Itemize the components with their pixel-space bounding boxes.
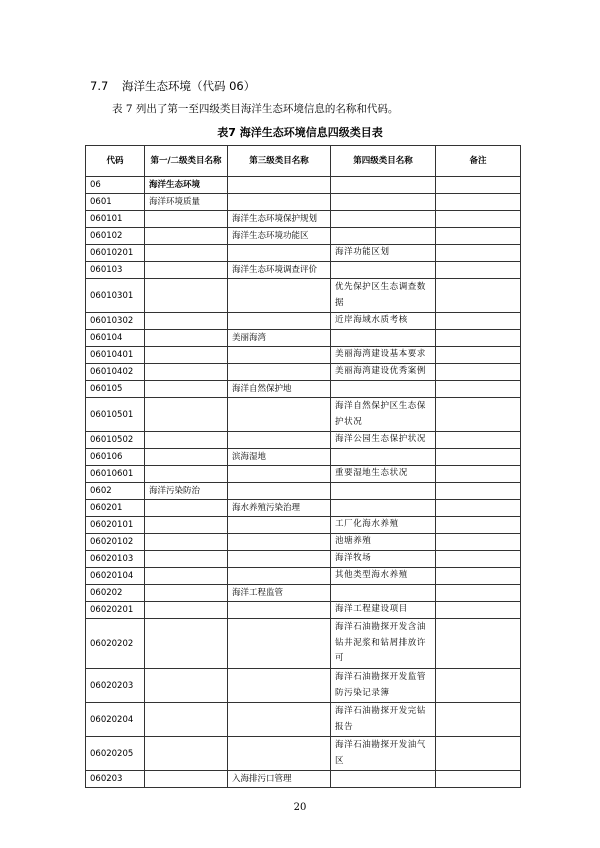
cell-note — [436, 262, 521, 279]
cell-level3 — [228, 347, 331, 364]
table-row — [86, 517, 521, 534]
cell-code: 06020101 — [86, 517, 145, 534]
cell-level4: 优先保护区生态调查数据 — [331, 279, 436, 313]
table-row — [86, 703, 521, 737]
cell-code: 06010601 — [86, 466, 145, 483]
cell-code: 06010401 — [86, 347, 145, 364]
cell-code: 06020203 — [86, 669, 145, 703]
cell-level4: 海洋功能区划 — [331, 245, 436, 262]
cell-note — [436, 398, 521, 432]
table-row — [86, 398, 521, 432]
cell-level3 — [228, 619, 331, 669]
table-row — [86, 483, 521, 500]
cell-level4 — [331, 177, 436, 194]
cell-level3 — [228, 432, 331, 449]
cell-level12 — [145, 568, 228, 585]
cell-level3: 海洋生态环境保护规划 — [228, 211, 331, 228]
cell-level12 — [145, 262, 228, 279]
cell-code: 060105 — [86, 381, 145, 398]
cell-level4 — [331, 771, 436, 788]
table-row — [86, 228, 521, 245]
cell-level12 — [145, 364, 228, 381]
cell-code: 06020204 — [86, 703, 145, 737]
cell-level3 — [228, 245, 331, 262]
table-row — [86, 262, 521, 279]
cell-code: 06020205 — [86, 737, 145, 771]
cell-level4 — [331, 262, 436, 279]
cell-level3: 美丽海湾 — [228, 330, 331, 347]
cell-code: 060103 — [86, 262, 145, 279]
header-note: 备注 — [436, 146, 521, 177]
table-row — [86, 551, 521, 568]
cell-level12 — [145, 602, 228, 619]
table-row — [86, 466, 521, 483]
cell-level12: 海洋生态环境 — [145, 177, 228, 194]
table-row — [86, 585, 521, 602]
cell-level3 — [228, 703, 331, 737]
cell-level3 — [228, 568, 331, 585]
cell-note — [436, 228, 521, 245]
cell-level3: 海水养殖污染治理 — [228, 500, 331, 517]
cell-note — [436, 619, 521, 669]
table-row — [86, 602, 521, 619]
cell-level12: 海洋污染防治 — [145, 483, 228, 500]
cell-level12 — [145, 449, 228, 466]
cell-code: 06020102 — [86, 534, 145, 551]
category-table — [85, 145, 521, 788]
cell-note — [436, 669, 521, 703]
cell-note — [436, 466, 521, 483]
cell-level3: 海洋自然保护地 — [228, 381, 331, 398]
cell-level3 — [228, 483, 331, 500]
cell-level3 — [228, 737, 331, 771]
table-row — [86, 194, 521, 211]
cell-level4 — [331, 381, 436, 398]
cell-level12 — [145, 771, 228, 788]
section-title: 海洋生态环境（代码 06） — [121, 79, 256, 93]
cell-level3 — [228, 669, 331, 703]
cell-level4 — [331, 585, 436, 602]
cell-code: 06010302 — [86, 313, 145, 330]
cell-note — [436, 483, 521, 500]
cell-note — [436, 211, 521, 228]
cell-note — [436, 313, 521, 330]
cell-note — [436, 177, 521, 194]
cell-note — [436, 703, 521, 737]
table-row — [86, 245, 521, 262]
table-row — [86, 279, 521, 313]
cell-level3 — [228, 602, 331, 619]
cell-level4 — [331, 449, 436, 466]
cell-code: 0602 — [86, 483, 145, 500]
cell-note — [436, 500, 521, 517]
cell-level4: 海洋牧场 — [331, 551, 436, 568]
cell-level12 — [145, 669, 228, 703]
cell-code: 0601 — [86, 194, 145, 211]
cell-level4 — [331, 483, 436, 500]
cell-note — [436, 194, 521, 211]
cell-code: 06020104 — [86, 568, 145, 585]
cell-level4: 海洋自然保护区生态保护状况 — [331, 398, 436, 432]
table-row — [86, 449, 521, 466]
cell-note — [436, 381, 521, 398]
cell-note — [436, 517, 521, 534]
cell-code: 060201 — [86, 500, 145, 517]
cell-note — [436, 534, 521, 551]
table-caption: 表7 海洋生态环境信息四级类目表 — [217, 126, 383, 139]
cell-level3: 海洋生态环境调查评价 — [228, 262, 331, 279]
table-row — [86, 177, 521, 194]
cell-level3 — [228, 279, 331, 313]
cell-code: 060104 — [86, 330, 145, 347]
table-row — [86, 313, 521, 330]
cell-code: 06020103 — [86, 551, 145, 568]
cell-note — [436, 347, 521, 364]
cell-level3: 滨海湿地 — [228, 449, 331, 466]
cell-note — [436, 279, 521, 313]
cell-level3 — [228, 194, 331, 211]
cell-level12 — [145, 585, 228, 602]
section-number: 7.7 — [90, 79, 109, 93]
cell-code: 060106 — [86, 449, 145, 466]
cell-code: 06010201 — [86, 245, 145, 262]
cell-level3 — [228, 398, 331, 432]
table-row — [86, 347, 521, 364]
cell-level12 — [145, 245, 228, 262]
cell-code: 060202 — [86, 585, 145, 602]
cell-code: 06020202 — [86, 619, 145, 669]
intro-paragraph: 表 7 列出了第一至四级类目海洋生态环境信息的名称和代码。 — [112, 103, 399, 115]
cell-code: 060102 — [86, 228, 145, 245]
table-body — [86, 177, 521, 788]
cell-level3: 入海排污口管理 — [228, 771, 331, 788]
table-row — [86, 364, 521, 381]
cell-level12 — [145, 398, 228, 432]
cell-level4: 海洋石油勘探开发油气区 — [331, 737, 436, 771]
cell-code: 060101 — [86, 211, 145, 228]
cell-code: 06 — [86, 177, 145, 194]
cell-level12 — [145, 500, 228, 517]
cell-level12: 海洋环境质量 — [145, 194, 228, 211]
cell-code: 060203 — [86, 771, 145, 788]
cell-level4: 海洋石油勘探开发完钻报告 — [331, 703, 436, 737]
cell-level12 — [145, 347, 228, 364]
header-code: 代码 — [86, 146, 145, 177]
cell-level12 — [145, 211, 228, 228]
cell-note — [436, 737, 521, 771]
cell-code: 06010502 — [86, 432, 145, 449]
cell-level12 — [145, 619, 228, 669]
cell-note — [436, 432, 521, 449]
table-row — [86, 771, 521, 788]
cell-level3 — [228, 517, 331, 534]
cell-level3 — [228, 534, 331, 551]
cell-code: 06010301 — [86, 279, 145, 313]
cell-note — [436, 330, 521, 347]
cell-level3: 海洋生态环境功能区 — [228, 228, 331, 245]
table-header-row — [86, 146, 521, 177]
cell-level12 — [145, 432, 228, 449]
cell-level3 — [228, 313, 331, 330]
cell-level12 — [145, 330, 228, 347]
cell-level4: 海洋工程建设项目 — [331, 602, 436, 619]
cell-level3 — [228, 551, 331, 568]
cell-level4: 美丽海湾建设基本要求 — [331, 347, 436, 364]
cell-level12 — [145, 534, 228, 551]
cell-level12 — [145, 313, 228, 330]
table-row — [86, 432, 521, 449]
header-level4: 第四级类目名称 — [331, 146, 436, 177]
table-row — [86, 330, 521, 347]
table-row — [86, 211, 521, 228]
cell-note — [436, 364, 521, 381]
cell-level12 — [145, 279, 228, 313]
cell-level4: 近岸海域水质考核 — [331, 313, 436, 330]
cell-level4 — [331, 194, 436, 211]
cell-note — [436, 245, 521, 262]
table-row — [86, 737, 521, 771]
cell-level4: 海洋石油勘探开发含油钻井泥浆和钻屑排放许可 — [331, 619, 436, 669]
header-level3: 第三级类目名称 — [228, 146, 331, 177]
cell-level4: 其他类型海水养殖 — [331, 568, 436, 585]
cell-level4: 工厂化海水养殖 — [331, 517, 436, 534]
cell-level4: 海洋公园生态保护状况 — [331, 432, 436, 449]
cell-note — [436, 602, 521, 619]
cell-level12 — [145, 551, 228, 568]
cell-note — [436, 449, 521, 466]
cell-level12 — [145, 381, 228, 398]
cell-code: 06010501 — [86, 398, 145, 432]
table-row — [86, 568, 521, 585]
cell-level12 — [145, 737, 228, 771]
header-level12: 第一/二级类目名称 — [145, 146, 228, 177]
cell-level4: 池塘养殖 — [331, 534, 436, 551]
cell-level12 — [145, 228, 228, 245]
cell-level3 — [228, 177, 331, 194]
table-row — [86, 381, 521, 398]
table-row — [86, 500, 521, 517]
cell-level4 — [331, 330, 436, 347]
cell-level12 — [145, 517, 228, 534]
table-row — [86, 619, 521, 669]
cell-level4: 海洋石油勘探开发监管防污染记录簿 — [331, 669, 436, 703]
section-heading — [90, 78, 255, 94]
cell-level4: 美丽海湾建设优秀案例 — [331, 364, 436, 381]
cell-level4 — [331, 211, 436, 228]
page-number: 20 — [293, 802, 307, 813]
cell-level4 — [331, 228, 436, 245]
cell-level3 — [228, 364, 331, 381]
cell-note — [436, 585, 521, 602]
cell-code: 06020201 — [86, 602, 145, 619]
cell-note — [436, 568, 521, 585]
cell-level12 — [145, 466, 228, 483]
table-row — [86, 669, 521, 703]
cell-code: 06010402 — [86, 364, 145, 381]
cell-note — [436, 771, 521, 788]
cell-note — [436, 551, 521, 568]
cell-level3: 海洋工程监管 — [228, 585, 331, 602]
cell-level3 — [228, 466, 331, 483]
cell-level4 — [331, 500, 436, 517]
cell-level12 — [145, 703, 228, 737]
table-row — [86, 534, 521, 551]
cell-level4: 重要湿地生态状况 — [331, 466, 436, 483]
